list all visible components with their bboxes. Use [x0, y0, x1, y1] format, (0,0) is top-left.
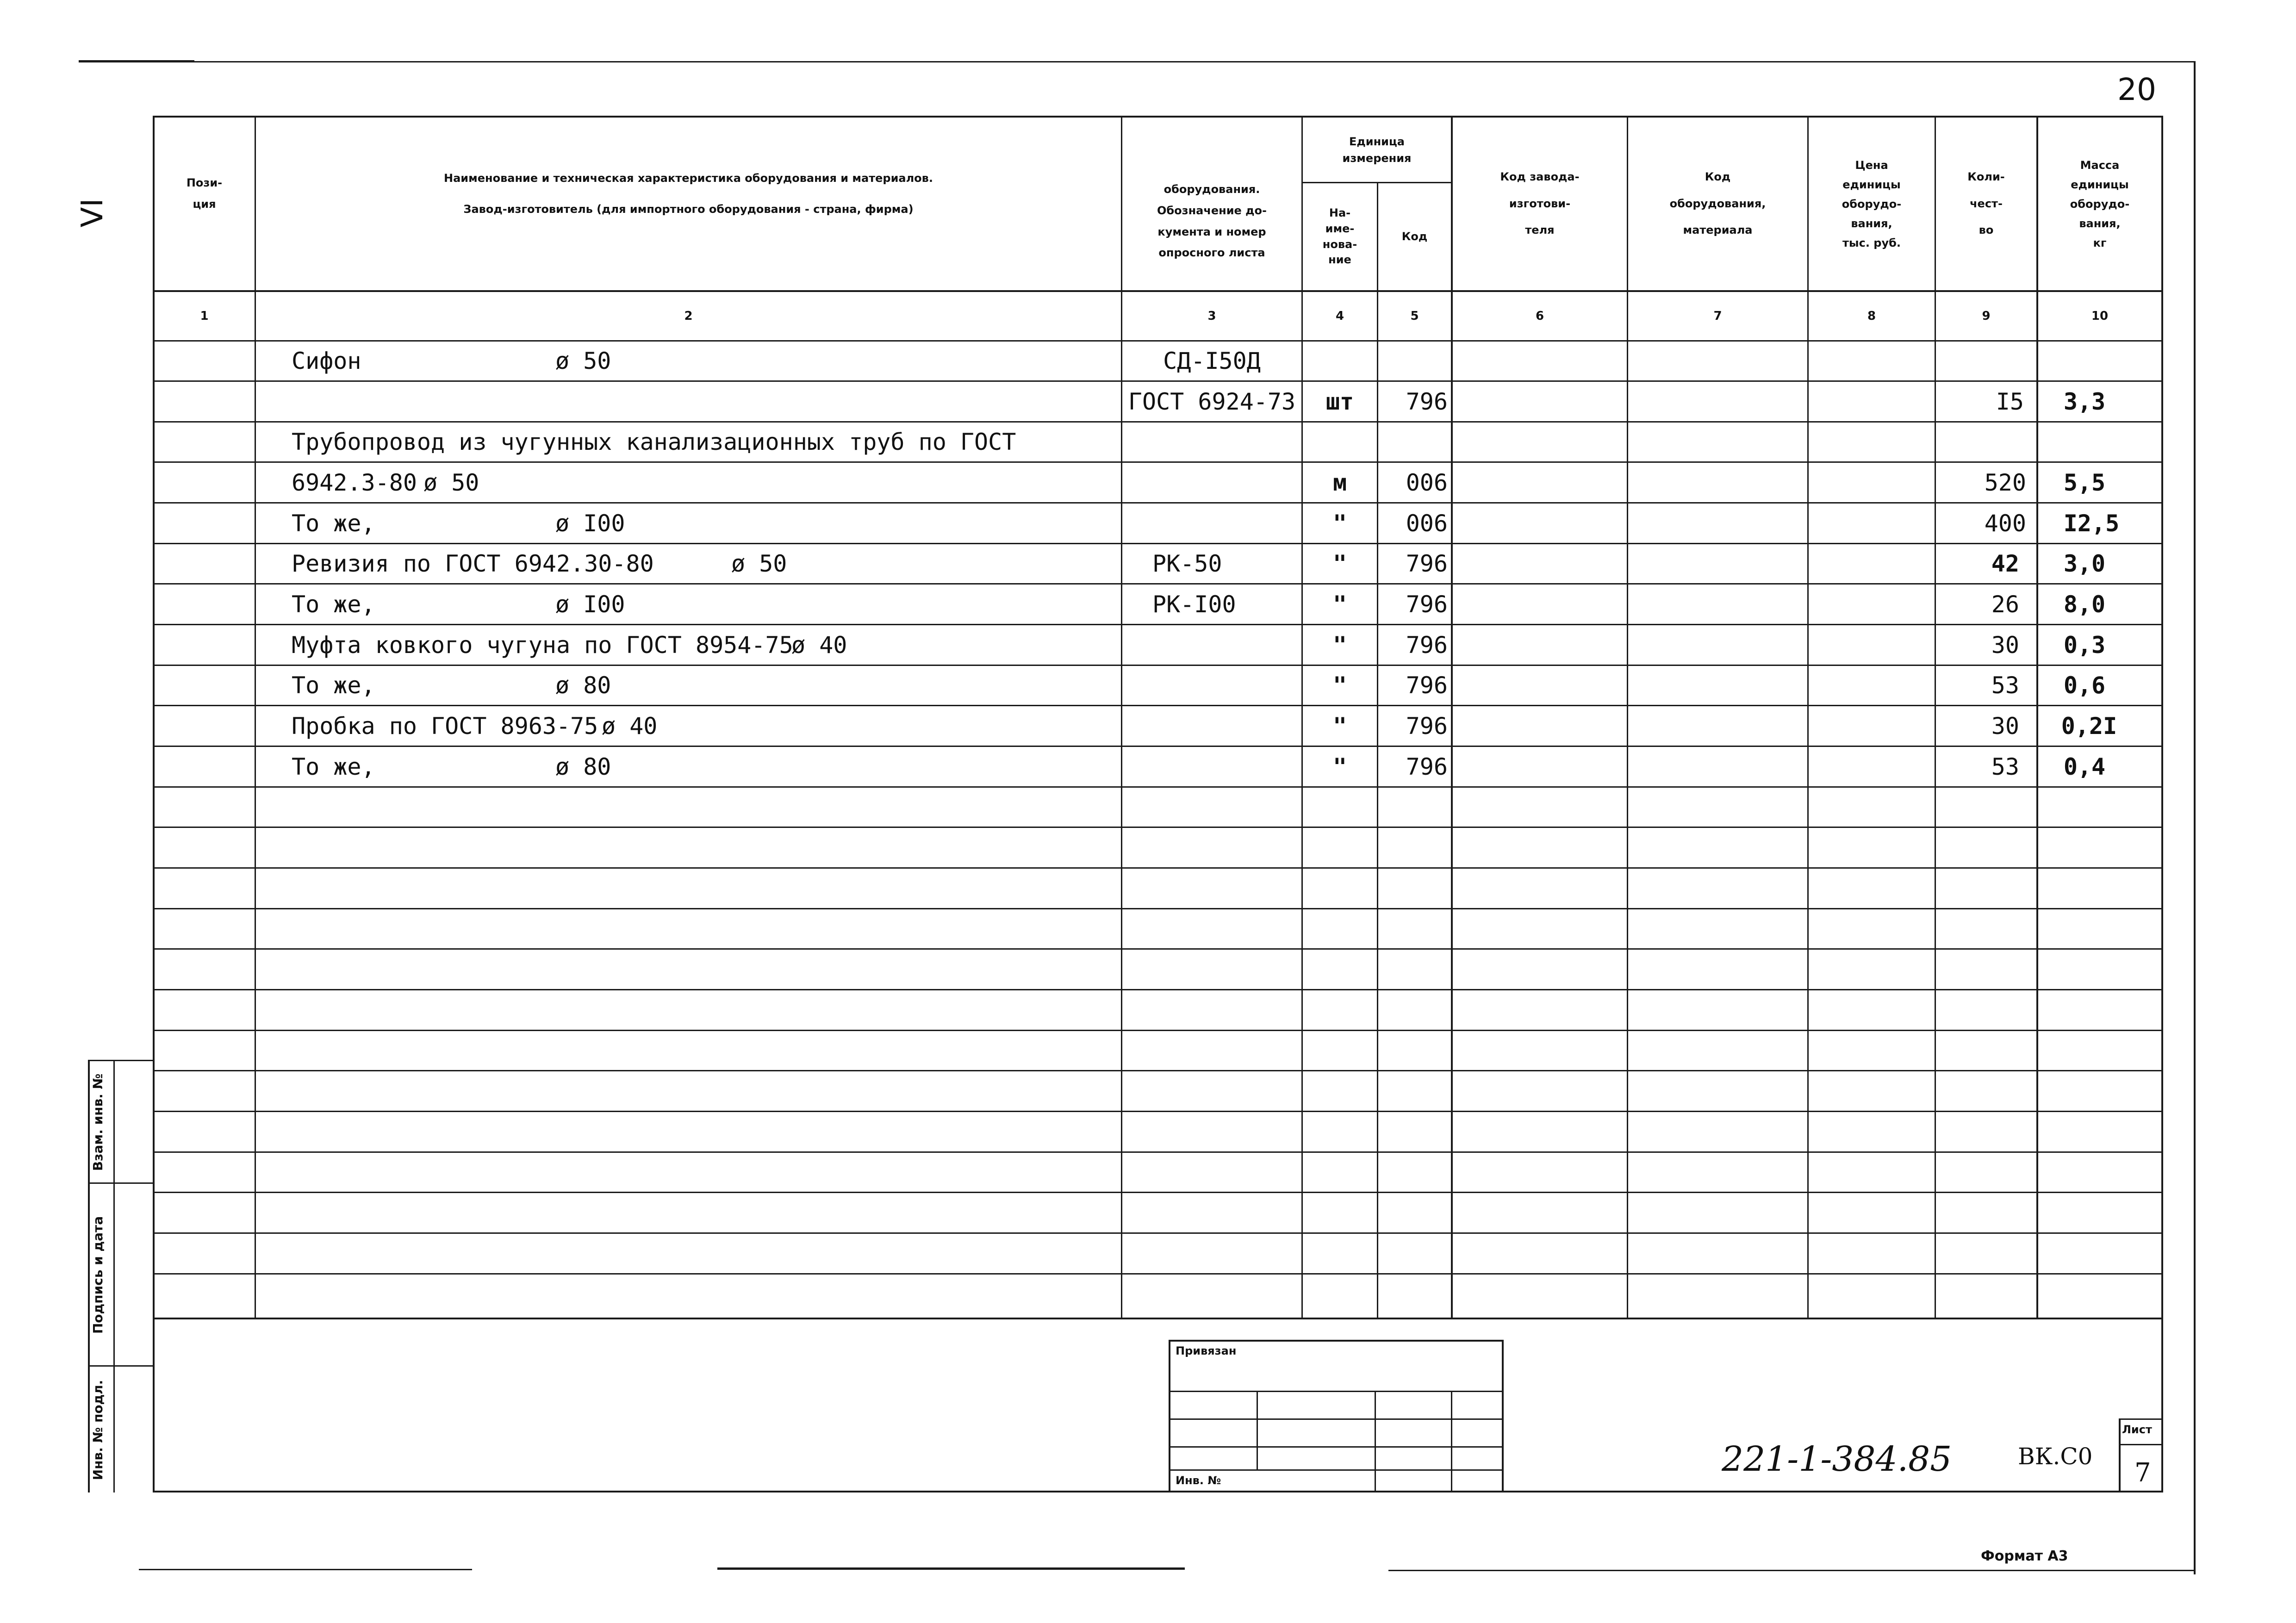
header-factory-code: Код завода- изготови- теля — [1500, 170, 1580, 237]
table-row-code: 796 — [1406, 591, 1448, 618]
column-number: 4 — [1335, 309, 1344, 323]
sheet-number: 7 — [2134, 1458, 2151, 1488]
column-number: 1 — [200, 309, 209, 323]
table-row-code: 006 — [1406, 510, 1448, 537]
header-quantity: Коли- чест- во — [1967, 170, 2005, 237]
table-row-qty: 400 — [1984, 510, 2026, 537]
table-row-dim: ø 40 — [791, 631, 847, 659]
table-row-mass: 0,6 — [2063, 672, 2106, 699]
column-number: 6 — [1535, 309, 1544, 323]
table-row-name: То же, — [292, 591, 375, 618]
table-row-name: Трубопровод из чугунных канализационных труб по ГОСТ — [292, 429, 1016, 455]
table-row-dim: ø 40 — [602, 712, 658, 740]
table-row-qty: 53 — [1991, 672, 2019, 699]
table-row-qty: 30 — [1991, 712, 2019, 740]
table-row-qty: 520 — [1984, 469, 2026, 496]
table-row-qty: 26 — [1991, 591, 2019, 618]
table-row-mass: 3,0 — [2063, 550, 2106, 577]
table-row-designation: ГОСТ 6924-73 — [1128, 388, 1296, 415]
header-unit-group: Единица измерения — [1342, 135, 1412, 165]
table-row-name: То же, — [292, 753, 375, 780]
table-row-dim: ø 80 — [555, 753, 611, 780]
document-mark: ВК.С0 — [2018, 1443, 2093, 1470]
side-label-podpis: Подпись и дата — [90, 1216, 106, 1334]
table-row-dim: ø 80 — [555, 672, 611, 699]
table-row-unit: " — [1332, 712, 1347, 740]
header-mass: Масса единицы оборудо- вания, кг — [2070, 158, 2130, 249]
top-scan-line-left — [79, 60, 194, 62]
table-row-qty: 42 — [1991, 550, 2019, 577]
table-row-unit: " — [1332, 510, 1347, 537]
table-row-code: 796 — [1406, 753, 1448, 780]
table-row-name: Ревизия по ГОСТ 6942.30-80 — [292, 550, 654, 577]
table-row-unit: " — [1332, 550, 1347, 577]
table-row-name: Сифон — [292, 348, 361, 374]
table-row-code: 796 — [1406, 550, 1448, 577]
table-row-unit: " — [1332, 591, 1347, 618]
format-label: Формат А3 — [1981, 1548, 2068, 1564]
header-position: Пози- ция — [186, 176, 223, 211]
table-row-designation: РК-I00 — [1152, 591, 1236, 618]
table-row-dim: ø 50 — [731, 550, 787, 577]
header-equipment-code: Код оборудования, материала — [1669, 170, 1766, 237]
table-row-unit: шт — [1325, 388, 1354, 415]
stamp-privyazan: Привязан — [1176, 1344, 1237, 1357]
table-row-name: Пробка по ГОСТ 8963-75 — [292, 712, 598, 740]
side-label-vzam: Взам. инв. № — [90, 1073, 106, 1171]
bottom-scan-line-3 — [1388, 1570, 2196, 1571]
table-row-qty: 53 — [1991, 753, 2019, 780]
header-name: Наименование и техническая характеристика оборудования и материалов. Завод-изготовитель (для импортного оборудования - страна, фирма) — [444, 171, 933, 216]
table-row-qty: 30 — [1991, 631, 2019, 659]
table-row-code: 796 — [1406, 672, 1448, 699]
table-row-unit: " — [1332, 631, 1347, 659]
table-row-designation: СД-I50Д — [1163, 348, 1261, 374]
table-row-code: 796 — [1406, 388, 1448, 415]
stamp-inv-no: Инв. № — [1176, 1474, 1221, 1487]
column-number: 2 — [684, 309, 693, 323]
table-row-name: 6942.3-80 — [292, 469, 417, 496]
table-row-dim: ø I00 — [555, 591, 625, 618]
header-unit-code: Код — [1401, 230, 1428, 243]
column-number: 3 — [1207, 309, 1216, 323]
column-number: 7 — [1713, 309, 1722, 323]
column-number: 8 — [1867, 309, 1876, 323]
table-row-mass: 0,2I — [2061, 712, 2117, 740]
margin-mark: VI — [75, 198, 110, 228]
document-number: 221-1-384.85 — [1722, 1439, 1952, 1479]
table-row-dim: ø I00 — [555, 510, 625, 537]
table-row-dim: ø 50 — [423, 469, 479, 496]
table-row-qty: I5 — [1996, 388, 2024, 415]
table-row-name: То же, — [292, 510, 375, 537]
top-scan-line — [79, 61, 2194, 62]
header-designation: оборудования. Обозначение до- кумента и номер опросного листа — [1157, 183, 1267, 260]
table-row-name: Муфта ковкого чугуна по ГОСТ 8954-75 — [292, 631, 793, 659]
table-row-designation: РК-50 — [1152, 550, 1222, 577]
column-number: 9 — [1982, 309, 1991, 323]
bottom-scan-line-1 — [139, 1569, 472, 1570]
header-unit-name: На- име- нова- ние — [1322, 206, 1357, 267]
table-row-name: То же, — [292, 672, 375, 699]
table-row-mass: 0,3 — [2063, 631, 2106, 659]
column-number: 10 — [2091, 309, 2109, 323]
bottom-scan-line-2 — [717, 1567, 1185, 1570]
table-row-mass: 0,4 — [2063, 753, 2106, 780]
table-row-mass: 3,3 — [2063, 388, 2106, 415]
side-label-inv: Инв. № подл. — [90, 1380, 106, 1480]
table-row-dim: ø 50 — [555, 348, 611, 374]
table-row-mass: 8,0 — [2063, 591, 2106, 618]
page-number: 20 — [2117, 72, 2156, 107]
header-price: Цена единицы оборудо- вания, тыс. руб. — [1842, 158, 1902, 249]
table-row-unit: м — [1332, 469, 1347, 496]
column-number: 5 — [1410, 309, 1419, 323]
table-row-unit: " — [1332, 672, 1347, 699]
outer-right-border — [2194, 61, 2196, 1574]
table-row-code: 006 — [1406, 469, 1448, 496]
table-row-mass: I2,5 — [2063, 510, 2120, 537]
sheet-label: Лист — [2122, 1423, 2152, 1436]
table-row-code: 796 — [1406, 631, 1448, 659]
table-row-unit: " — [1332, 753, 1347, 780]
table-row-mass: 5,5 — [2063, 469, 2106, 496]
table-row-code: 796 — [1406, 712, 1448, 740]
